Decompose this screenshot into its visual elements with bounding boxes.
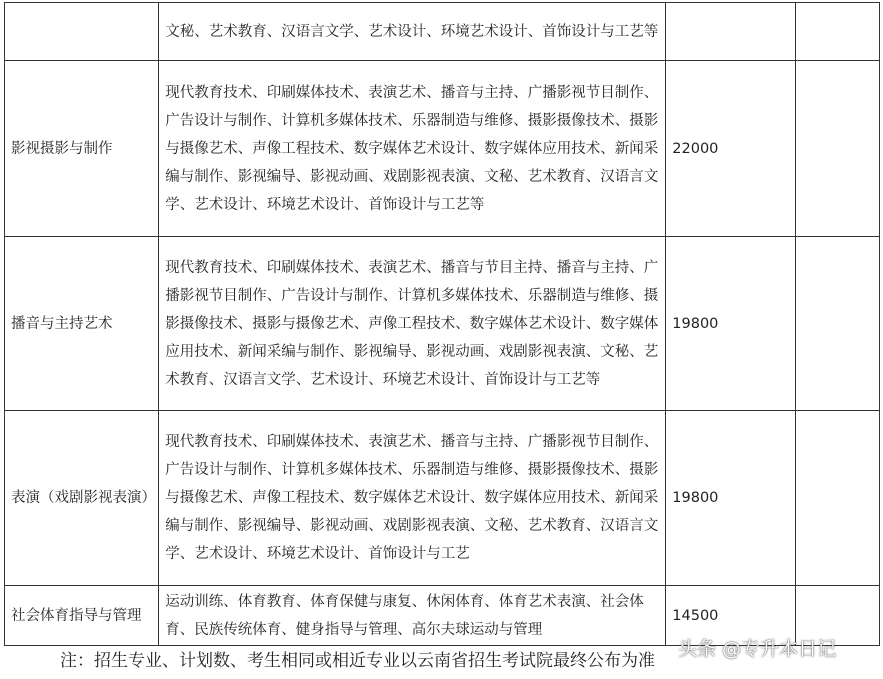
footnote: 注：招生专业、计划数、考生相同或相近专业以云南省招生考试院最终公布为准 <box>60 651 655 671</box>
watermark-text: 头条 @专升本日记 <box>678 638 837 660</box>
related-majors-cell: 现代教育技术、印刷媒体技术、表演艺术、播音与主持、广播影视节目制作、广告设计与制作、计算机多媒体技术、乐器制造与维修、摄影摄像技术、摄影与摄像艺术、声像工程技术、数字媒体艺术设计、数字媒体应用技术、新闻采编与制作、影视编导、影视动画、戏剧影视表演、文秘、艺术教育、汉语言文学、艺术设计、环境艺术设计、首饰设计与工艺 <box>159 411 666 586</box>
fee-cell: 22000 <box>666 61 796 237</box>
extra-cell <box>796 237 880 411</box>
fee-cell: 19800 <box>666 411 796 586</box>
table-row <box>5 3 880 61</box>
fee-cell: 19800 <box>666 237 796 411</box>
extra-cell <box>796 61 880 237</box>
related-majors-cell: 运动训练、体育教育、体育保健与康复、休闲体育、体育艺术表演、社会体育、民族传统体育、健身指导与管理、高尔夫球运动与管理 <box>159 586 666 646</box>
extra-cell <box>796 3 880 61</box>
related-majors-cell: 现代教育技术、印刷媒体技术、表演艺术、播音与主持、广播影视节目制作、广告设计与制作、计算机多媒体技术、乐器制造与维修、摄影摄像技术、摄影与摄像艺术、声像工程技术、数字媒体艺术设计、数字媒体应用技术、新闻采编与制作、影视编导、影视动画、戏剧影视表演、文秘、艺术教育、汉语言文学、艺术设计、环境艺术设计、首饰设计与工艺等 <box>159 61 666 237</box>
table-row <box>5 411 880 586</box>
fee-cell <box>666 3 796 61</box>
major-name-cell: 社会体育指导与管理 <box>5 586 159 646</box>
table-row <box>5 61 880 237</box>
extra-cell <box>796 411 880 586</box>
related-majors-cell: 现代教育技术、印刷媒体技术、表演艺术、播音与节目主持、播音与主持、广播影视节目制作、广告设计与制作、计算机多媒体技术、乐器制造与维修、摄影摄像技术、摄影与摄像艺术、声像工程技术、数字媒体艺术设计、数字媒体应用技术、新闻采编与制作、影视编导、影视动画、戏剧影视表演、文秘、艺术教育、汉语言文学、艺术设计、环境艺术设计、首饰设计与工艺等 <box>159 237 666 411</box>
major-name-cell: 影视摄影与制作 <box>5 61 159 237</box>
fee-cell: 14500 <box>666 586 796 646</box>
major-name-cell <box>5 3 159 61</box>
major-name-cell: 播音与主持艺术 <box>5 237 159 411</box>
table-row <box>5 237 880 411</box>
related-majors-cell: 文秘、艺术教育、汉语言文学、艺术设计、环境艺术设计、首饰设计与工艺等 <box>159 3 666 61</box>
majors-table <box>4 2 880 646</box>
major-name-cell: 表演（戏剧影视表演） <box>5 411 159 586</box>
